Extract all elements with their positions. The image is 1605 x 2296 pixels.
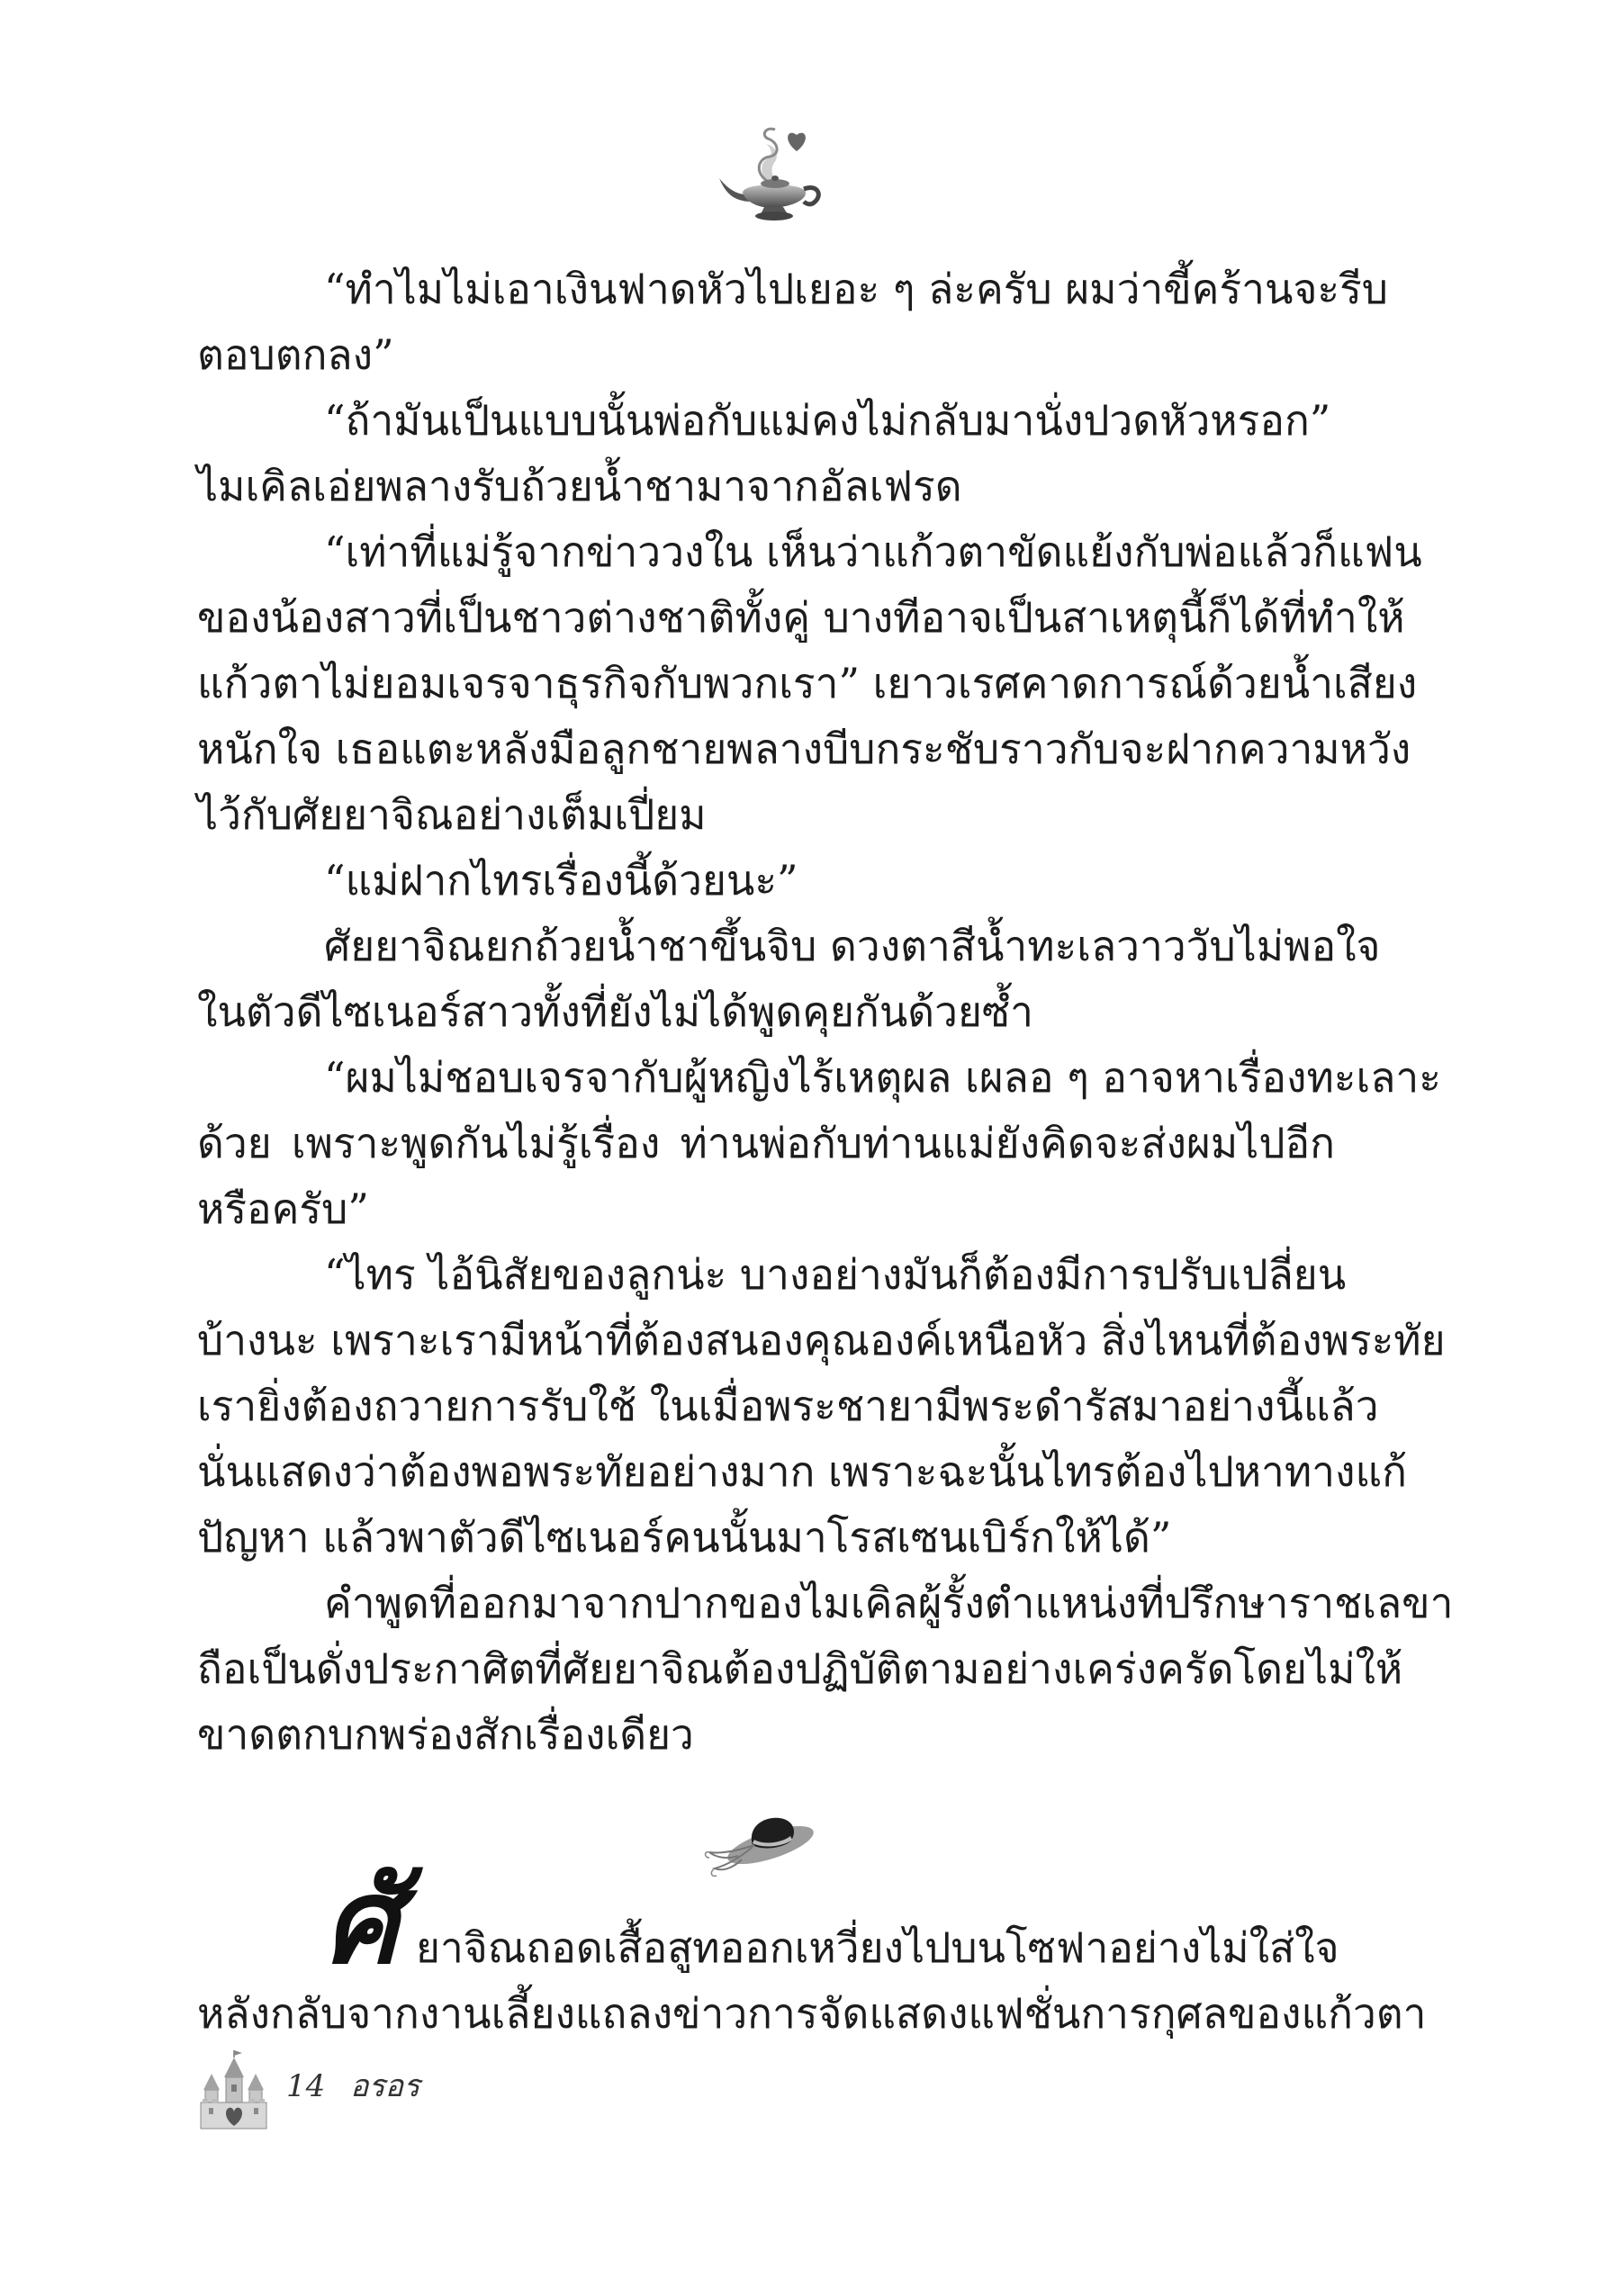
- text-line: หลังกลับจากงานเลี้ยงแถลงข่าวการจัดแสดงแฟชั่นการกุศลของแก้วตา: [197, 1989, 1427, 2038]
- text-line: บ้างนะ เพราะเรามีหน้าที่ต้องสนองคุณองค์เหนือหัว สิ่งไหนที่ต้องพระทัย: [197, 1316, 1446, 1364]
- drop-cap: ศั: [324, 1852, 399, 1990]
- text-line: แก้วตาไม่ยอมเจรจาธุรกิจกับพวกเรา” เยาวเรศคาดการณ์ด้วยน้ำเสียง: [197, 659, 1418, 707]
- text-line: นั่นแสดงว่าต้องพอพระทัยอย่างมาก เพราะฉะนั้นไทรต้องไปหาทางแก้: [197, 1447, 1407, 1496]
- text-line: ศัยยาจิณยกถ้วยน้ำชาขึ้นจิบ ดวงตาสีน้ำทะเลวาววับไม่พอใจ: [324, 922, 1381, 970]
- text-line: หนักใจ เธอแตะหลังมือลูกชายพลางบีบกระชับราวกับจะฝากความหวัง: [197, 725, 1411, 773]
- text-line: ไมเคิลเอ่ยพลางรับถ้วยน้ำชามาจากอัลเฟรด: [197, 462, 962, 510]
- text-line: “ผมไม่ชอบเจรจากับผู้หญิงไร้เหตุผล เผลอ ๆ อาจหาเรื่องทะเลาะ: [324, 1053, 1441, 1102]
- text-line: ตอบตกลง”: [197, 330, 394, 379]
- chapter-section: [197, 1852, 1427, 2047]
- hat-icon: [700, 1809, 817, 1882]
- text-line: ของน้องสาวที่เป็นชาวต่างชาติทั้งคู่ บางทีอาจเป็นสาเหตุนี้ก็ได้ที่ทำให้: [197, 593, 1405, 642]
- paragraph: [197, 1045, 1441, 1242]
- text-line: ยาจิณถอดเสื้อสูทออกเหวี่ยงไปบนโซฟาอย่างไม่ใส่ใจ: [416, 1923, 1339, 1972]
- paragraph: [197, 257, 1389, 388]
- paragraph: [197, 848, 1335, 914]
- paragraph: [197, 1242, 1446, 1571]
- text-line: ไว้กับศัยยาจิณอย่างเต็มเปี่ยม: [197, 790, 707, 839]
- paragraph: [197, 519, 1422, 848]
- genie-lamp-icon: [716, 122, 824, 223]
- text-line: หรือครับ”: [197, 1184, 369, 1233]
- text-line: คำพูดที่ออกมาจากปากของไมเคิลผู้รั้งตำแหน่งที่ปรึกษาราชเลขา: [324, 1579, 1454, 1627]
- text-line: “ถ้ามันเป็นแบบนั้นพ่อกับแม่คงไม่กลับมานั่งปวดหัวหรอก”: [324, 396, 1331, 445]
- author-name: อรอร: [350, 2068, 420, 2104]
- paragraph: [197, 914, 1381, 1045]
- text-line: ด้วย เพราะพูดกันไม่รู้เรื่อง ท่านพ่อกับท่านแม่ยังคิดจะส่งผมไปอีก: [197, 1119, 1335, 1167]
- text-line: “ทำไมไม่เอาเงินฟาดหัวไปเยอะ ๆ ล่ะครับ ผมว่าขี้คร้านจะรีบ: [324, 265, 1389, 313]
- text-line: “แม่ฝากไทรเรื่องนี้ด้วยนะ”: [324, 856, 798, 905]
- text-line: ขาดตกบกพร่องสักเรื่องเดียว: [197, 1710, 694, 1759]
- page-number: 14: [286, 2068, 326, 2104]
- paragraph: [197, 1571, 1454, 1768]
- text-line: ถือเป็นดั่งประกาศิตที่ศัยยาจิณต้องปฏิบัติตามอย่างเคร่งครัดโดยไม่ให้: [197, 1644, 1403, 1693]
- paragraph: [197, 388, 1335, 519]
- text-line: เรายิ่งต้องถวายการรับใช้ ในเมื่อพระชายามีพระดำรัสมาอย่างนี้แล้ว: [197, 1382, 1379, 1430]
- text-line: ในตัวดีไซเนอร์สาวทั้งที่ยังไม่ได้พูดคุยกันด้วยซ้ำ: [197, 987, 1033, 1036]
- castle-icon: [197, 2050, 270, 2130]
- text-line: “เท่าที่แม่รู้จากข่าววงใน เห็นว่าแก้วตาขัดแย้งกับพ่อแล้วก็แฟน: [324, 527, 1422, 576]
- text-line: ปัญหา แล้วพาตัวดีไซเนอร์คนนั้นมาโรสเซนเบิร์กให้ได้”: [197, 1513, 1172, 1562]
- body-text: [197, 257, 1454, 1768]
- text-line: “ไทร ไอ้นิสัยของลูกน่ะ บางอย่างมันก็ต้องมีการปรับเปลี่ยน: [324, 1250, 1347, 1299]
